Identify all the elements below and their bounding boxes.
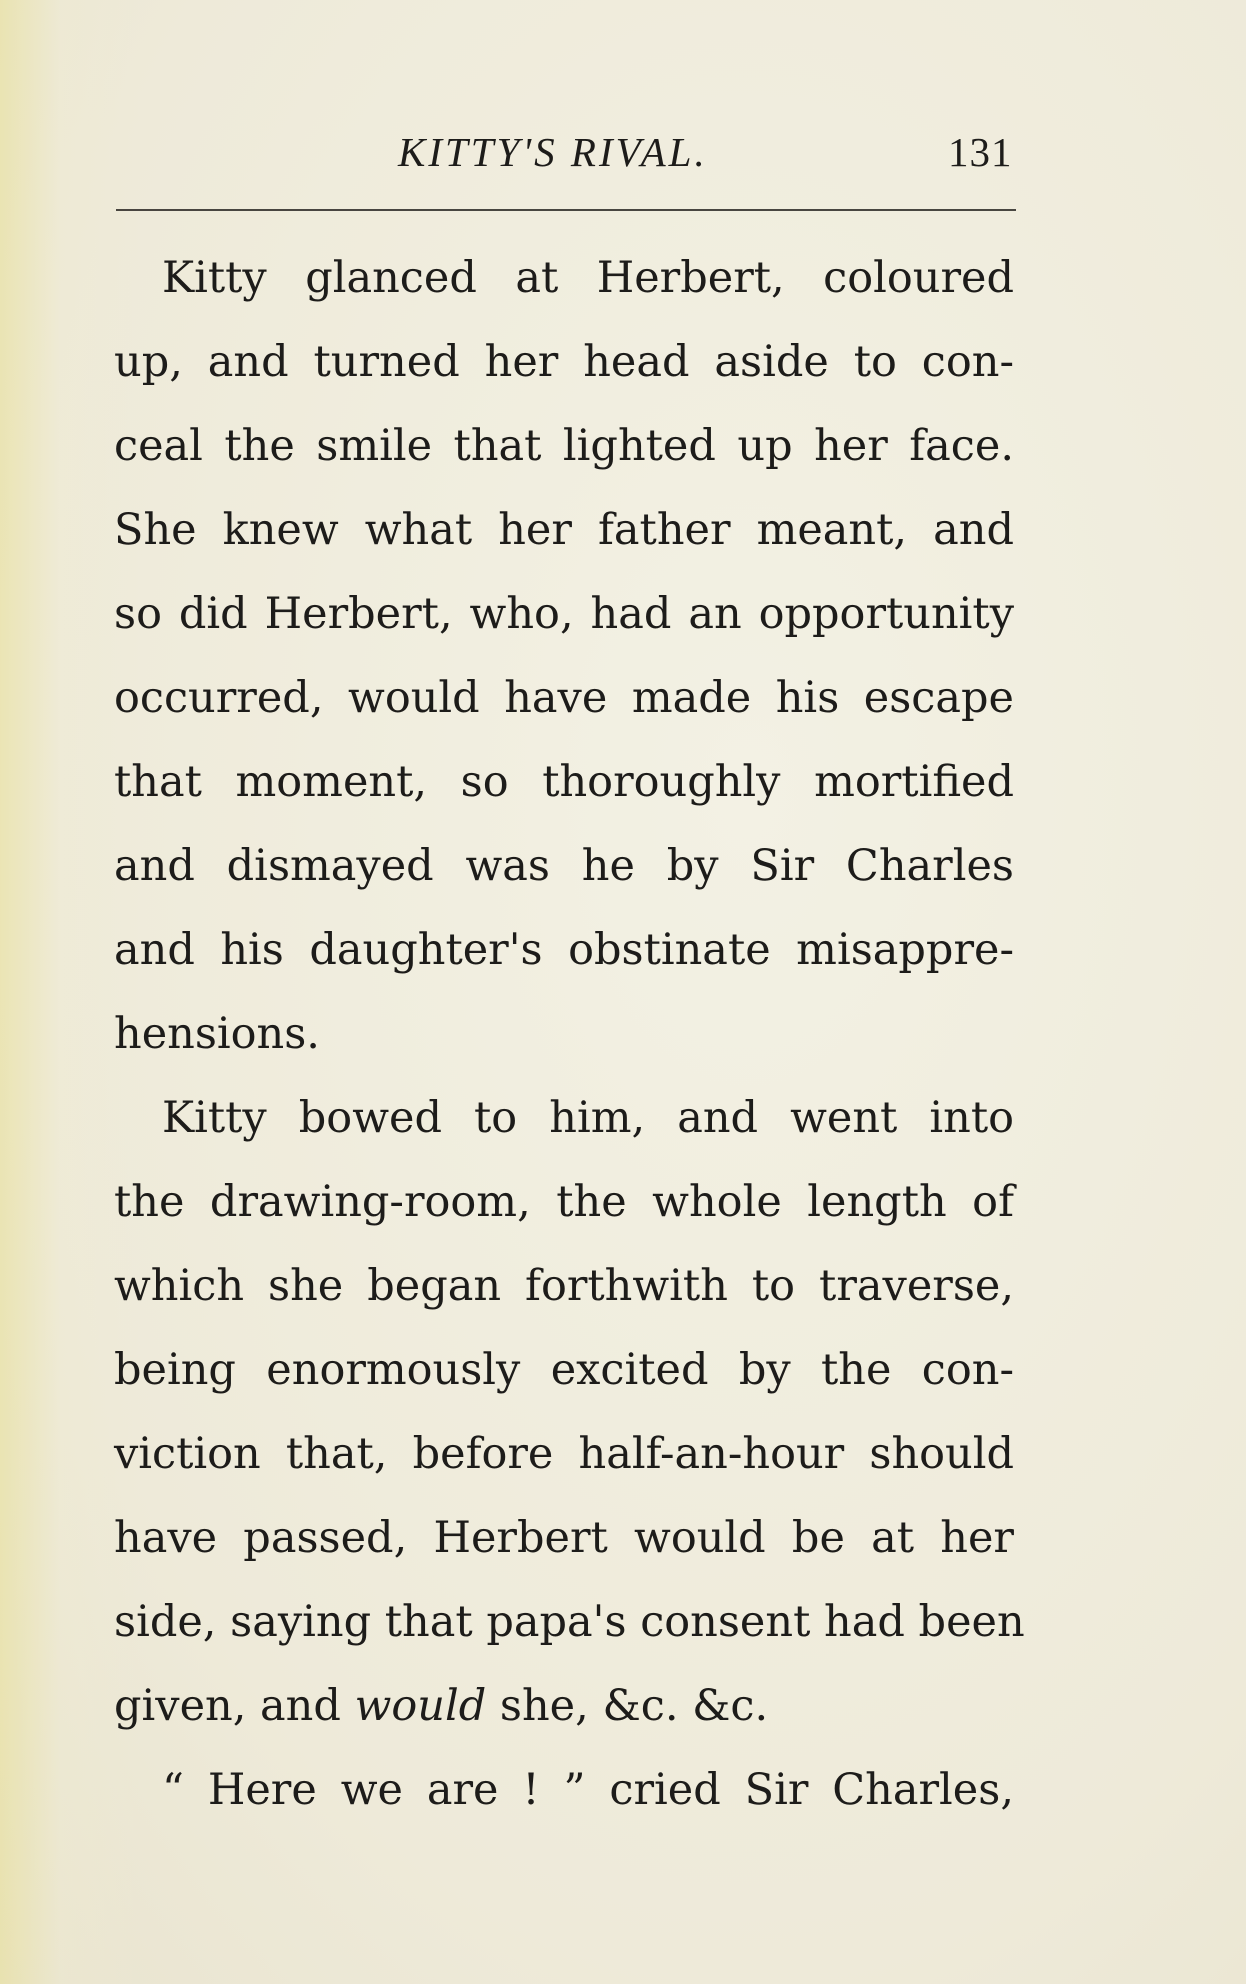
text-line: “ Here we are ! ” cried Sir Charles, [162, 1765, 1014, 1815]
text-line: occurred, would have made his escape [114, 673, 1014, 723]
body-text [114, 236, 1025, 1832]
running-head [0, 128, 1246, 188]
text-line: so did Herbert, who, had an opportunity [114, 589, 1014, 639]
text-line: which she began forthwith to traverse, [114, 1261, 1014, 1311]
text-line: She knew what her father meant, and [114, 505, 1014, 555]
running-title: KITTY'S RIVAL. [398, 129, 708, 175]
text-line: up, and turned her head aside to con- [114, 337, 1014, 387]
text-line: and dismayed was he by Sir Charles [114, 841, 1014, 891]
text-line: being enormously excited by the con- [114, 1345, 1014, 1395]
text-line: that moment, so thoroughly mortified [114, 757, 1014, 807]
text-line: and his daughter's obstinate misappre- [114, 925, 1014, 975]
text-line: ceal the smile that lighted up her face. [114, 421, 1014, 471]
text-line: viction that, before half-an-hour should [114, 1429, 1014, 1479]
emphasis-word: would [354, 1681, 487, 1731]
text-line-with-emphasis: given, and would she, &c. &c. [114, 1681, 769, 1731]
text-line: hensions. [114, 1009, 320, 1059]
text-line: have passed, Herbert would be at her [114, 1513, 1014, 1563]
text-line: Kitty bowed to him, and went into [162, 1093, 1014, 1143]
header-rule [116, 209, 1016, 211]
text-line: the drawing-room, the whole length of [114, 1177, 1014, 1227]
text-line: side, saying that papa's consent had been [114, 1597, 1025, 1647]
text-line: Kitty glanced at Herbert, coloured [162, 253, 1014, 303]
page-number: 131 [948, 129, 1013, 175]
